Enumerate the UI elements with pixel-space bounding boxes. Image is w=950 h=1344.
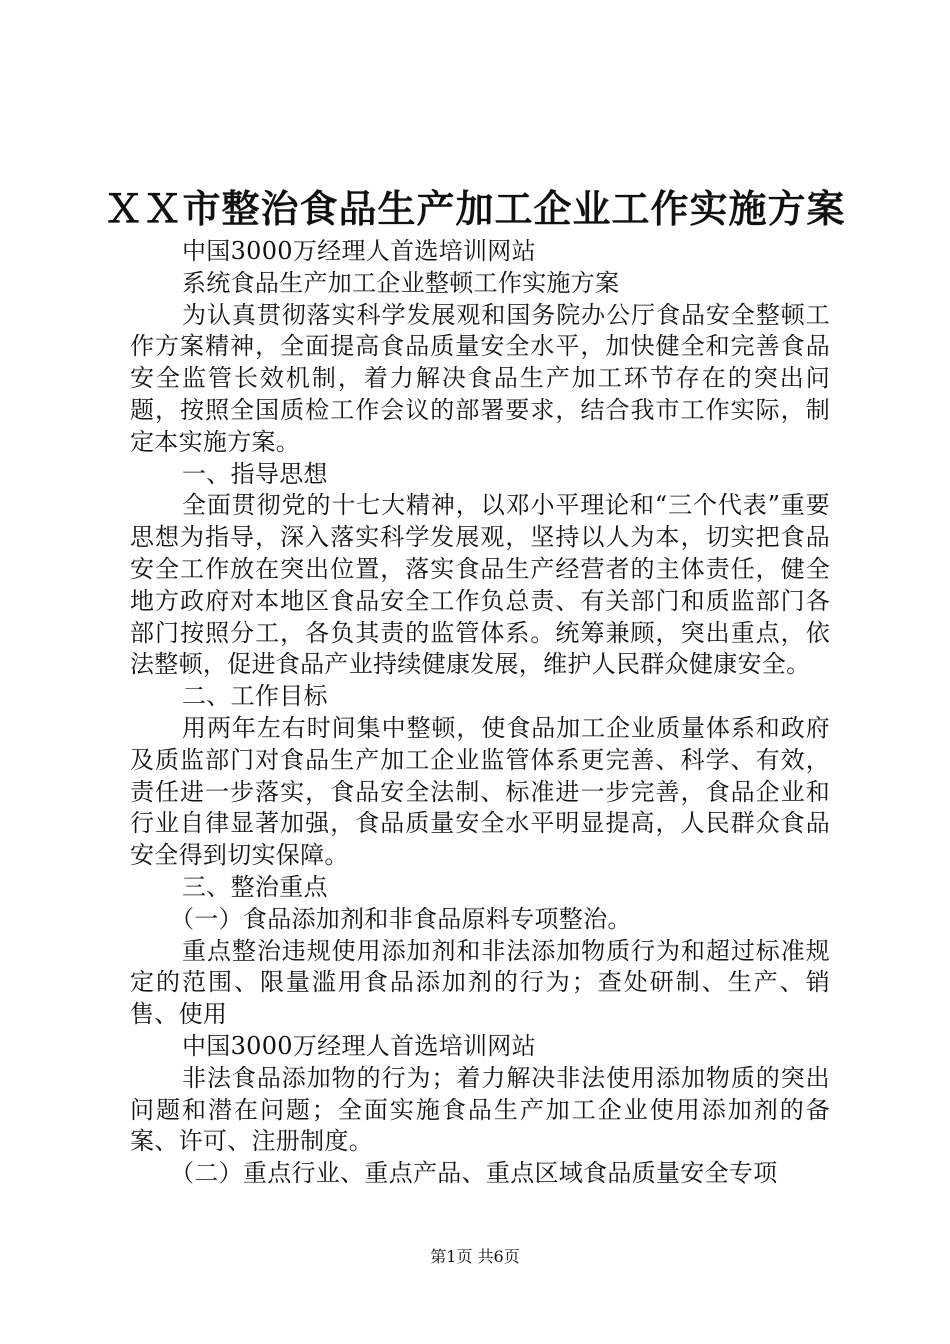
paragraph: 为认真贯彻落实科学发展观和国务院办公厅食品安全整顿工作方案精神，全面提高食品质量安全水平，加快健全和完善食品安全监管长效机制，着力解决食品生产加工环节存在的突出问题，按照全国质检工作会议的部署要求，结合我市工作实际，制定本实施方案。 bbox=[130, 300, 830, 456]
paragraph: 三、整治重点 bbox=[182, 872, 328, 901]
document-title: ＸＸ市整治食品生产加工企业工作实施方案 bbox=[104, 186, 846, 231]
paragraph: （二）重点行业、重点产品、重点区域食品质量安全专项 bbox=[170, 1159, 778, 1188]
paragraph: 全面贯彻党的十七大精神，以邓小平理论和“三个代表”重要思想为指导，深入落实科学发展观，坚持以人为本，切实把食品安全工作放在突出位置，落实食品生产经营者的主体责任，健全地方政府对本地区食品安全工作负总责、有关部门和质监部门各部门按照分工，各负其责的监管体系。统筹兼顾，突出重点，依法整顿，促进食品产业持续健康发展，维护人民群众健康安全。 bbox=[130, 491, 830, 679]
paragraph: 重点整治违规使用添加剂和非法添加物质行为和超过标准规定的范围、限量滥用食品添加剂的行为；查处研制、生产、销售、使用 bbox=[130, 936, 830, 1029]
paragraph: 用两年左右时间集中整顿，使食品加工企业质量体系和政府及质监部门对食品生产加工企业监管体系更完善、科学、有效，责任进一步落实，食品安全法制、标准进一步完善，食品企业和行业自律显著加强，食品质量安全水平明显提高，人民群众食品安全得到切实保障。 bbox=[130, 713, 830, 870]
paragraph: 二、工作目标 bbox=[182, 682, 328, 711]
paragraph: （一）食品添加剂和非食品原料专项整治。 bbox=[170, 904, 632, 933]
paragraph: 系统食品生产加工企业整顿工作实施方案 bbox=[182, 268, 620, 297]
paragraph: 非法食品添加物的行为；着力解决非法使用添加物质的突出问题和潜在问题；全面实施食品生产加工企业使用添加剂的备案、许可、注册制度。 bbox=[130, 1063, 830, 1156]
paragraph: 一、指导思想 bbox=[182, 459, 328, 488]
paragraph: 中国3000万经理人首选培训网站 bbox=[182, 237, 536, 265]
paragraph: 中国3000万经理人首选培训网站 bbox=[182, 1031, 536, 1060]
document-body bbox=[130, 236, 830, 1190]
page-footer: 第1页 共6页 bbox=[430, 1247, 520, 1266]
